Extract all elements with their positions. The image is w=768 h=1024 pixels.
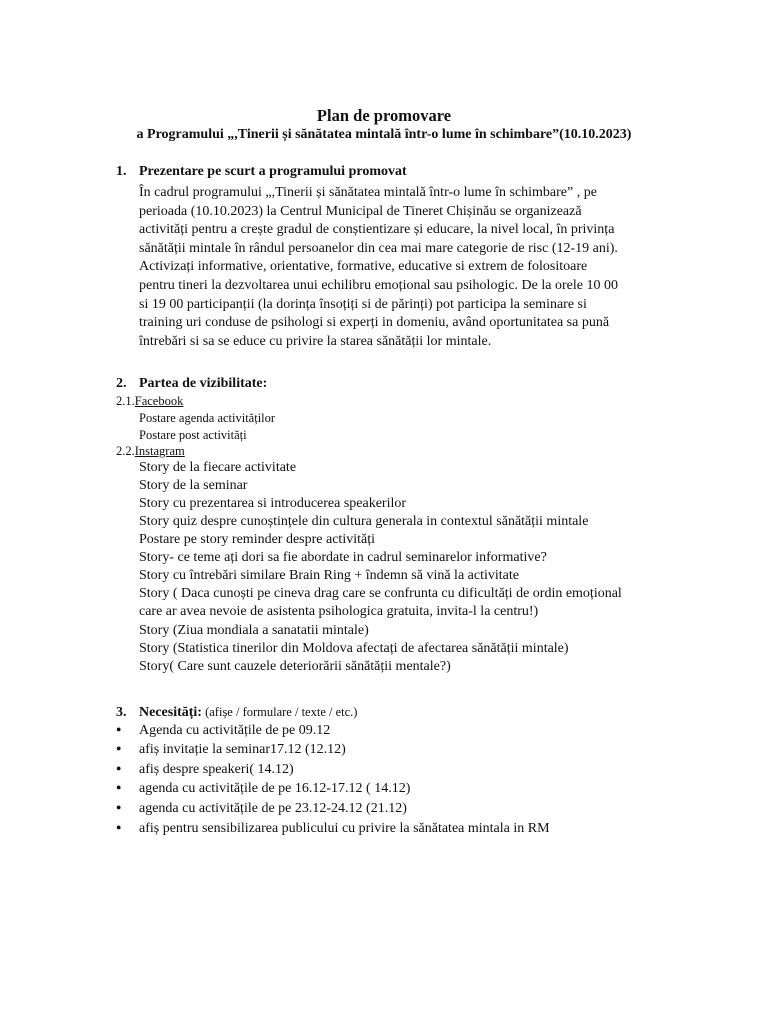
instagram-item: care ar avea nevoie de asistenta psihologica gratuita, invita-l la centru!) bbox=[139, 604, 539, 619]
needs-list-item bbox=[116, 821, 550, 837]
section-3-heading bbox=[116, 705, 357, 721]
instagram-item: Story quiz despre cunoștințele din cultura generala in contextul sănătății mintale bbox=[139, 514, 589, 529]
instagram-item: Story- ce teme ați dori sa fie abordate in cadrul seminarelor informative? bbox=[139, 550, 547, 565]
instagram-number: 2.2. bbox=[116, 444, 135, 458]
paragraph-line: pentru tineri la dezvoltarea unui echilibru emoțional sau psihologic. De la orele 10 00 bbox=[139, 277, 618, 293]
facebook-label: Facebook bbox=[134, 394, 184, 408]
needs-list-item bbox=[116, 781, 410, 797]
instagram-item: Postare pe story reminder despre activități bbox=[139, 532, 375, 547]
paragraph-line: si 19 00 participanții (la dorința însoțiți si de părinți) pot participa la seminare si bbox=[139, 296, 587, 312]
paragraph-line: Activizați informative, orientative, formative, educative si extrem de folositoare bbox=[139, 259, 588, 275]
instagram-item: Story (Statistica tinerilor din Moldova afectați de afectarea sănătății mintale) bbox=[139, 641, 569, 656]
section-3-note: (afișe / formulare / texte / etc.) bbox=[201, 705, 358, 719]
instagram-item: Story( Care sunt cauzele deteriorării sănătății mentale?) bbox=[139, 659, 451, 674]
needs-item-text: agenda cu activitățile de pe 16.12-17.12 ( 14.12) bbox=[139, 781, 411, 796]
instagram-item: Story de la fiecare activitate bbox=[139, 460, 297, 475]
page-subtitle: a Programului „,Tinerii și sănătatea mintală într-o lume în schimbare”(10.10.2023) bbox=[136, 127, 632, 142]
needs-list-item bbox=[116, 723, 330, 739]
paragraph-line: training uri conduse de psihologi si experți in domeniu, având oportunitatea sa pună bbox=[139, 315, 610, 331]
page-title: Plan de promovare bbox=[316, 106, 452, 125]
section-1-heading bbox=[116, 164, 407, 180]
needs-item-text: agenda cu activitățile de pe 23.12-24.12 (21.12) bbox=[139, 801, 407, 816]
instagram-item: Story cu întrebări similare Brain Ring + îndemn să vină la activitate bbox=[139, 568, 519, 583]
paragraph-line: În cadrul programului „,Tinerii și sănătatea mintală într-o lume în schimbare” , pe bbox=[139, 185, 597, 200]
section-1-title: Prezentare pe scurt a programului promovat bbox=[139, 164, 407, 179]
facebook-subheading bbox=[116, 394, 183, 409]
section-3-number: 3. bbox=[116, 705, 127, 720]
section-1-paragraph bbox=[139, 184, 679, 351]
facebook-item: Postare agenda activităților bbox=[139, 411, 276, 425]
bullet-icon: ● bbox=[116, 782, 122, 792]
instagram-item: Story cu prezentarea si introducerea speakerilor bbox=[139, 496, 407, 511]
paragraph-line: activități pentru a crește gradul de conștientizare și educare, la nivel local, în privința bbox=[139, 222, 615, 238]
bullet-icon: ● bbox=[116, 822, 122, 832]
paragraph-line: întrebări si sa se educe cu privire la starea sănătății lor mintale. bbox=[139, 333, 492, 349]
bullet-icon: ● bbox=[116, 763, 122, 773]
instagram-item: Story de la seminar bbox=[139, 478, 248, 493]
instagram-item: Story (Ziua mondiala a sanatatii mintale) bbox=[139, 623, 369, 638]
needs-list-item bbox=[116, 762, 294, 778]
needs-item-text: afiș invitație la seminar17.12 (12.12) bbox=[139, 742, 346, 757]
needs-item-text: afiș despre speakeri( 14.12) bbox=[139, 762, 294, 777]
paragraph-line: sănătății mintale în rândul persoanelor din cea mai mare categorie de risc (12-19 ani). bbox=[139, 240, 618, 256]
section-2-heading bbox=[116, 376, 267, 392]
section-2-title: Partea de vizibilitate: bbox=[139, 376, 268, 391]
needs-item-text: afiș pentru sensibilizarea publicului cu privire la sănătatea mintala in RM bbox=[139, 821, 550, 836]
instagram-item: Story ( Daca cunoști pe cineva drag care se confrunta cu dificultăți de ordin emoțional bbox=[139, 586, 622, 601]
facebook-number: 2.1. bbox=[116, 394, 135, 408]
section-1-number: 1. bbox=[116, 164, 127, 179]
section-3-title: Necesități: bbox=[139, 705, 202, 720]
needs-item-text: Agenda cu activitățile de pe 09.12 bbox=[139, 723, 331, 738]
bullet-icon: ● bbox=[116, 724, 122, 734]
facebook-item: Postare post activități bbox=[139, 428, 247, 442]
needs-list-item bbox=[116, 742, 346, 758]
bullet-icon: ● bbox=[116, 802, 122, 812]
needs-list-item bbox=[116, 801, 407, 817]
section-2-number: 2. bbox=[116, 376, 127, 391]
bullet-icon: ● bbox=[116, 743, 122, 753]
paragraph-line: perioada (10.10.2023) la Centrul Municipal de Tineret Chișinău se organizează bbox=[139, 203, 582, 219]
instagram-subheading bbox=[116, 444, 185, 459]
instagram-label: Instagram bbox=[134, 444, 185, 458]
